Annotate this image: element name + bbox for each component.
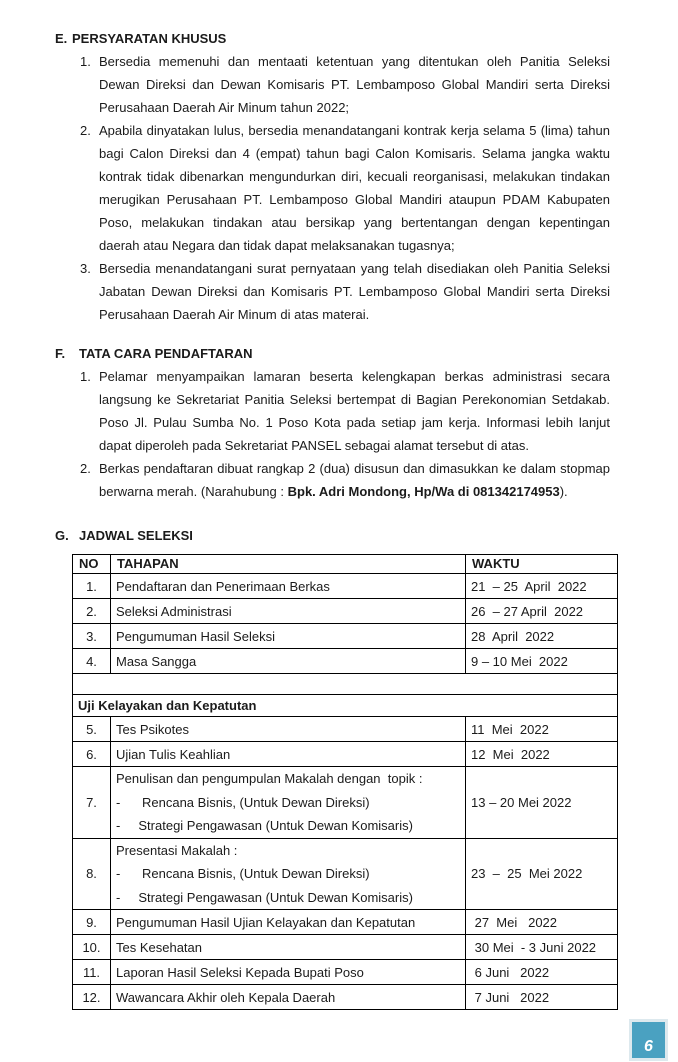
col-header-no: NO [73, 555, 111, 574]
item-number: 2. [80, 123, 91, 138]
item-text [99, 457, 610, 503]
section-title: PERSYARATAN KHUSUS [72, 31, 227, 46]
empty-cell [73, 674, 618, 695]
list-item [55, 457, 610, 503]
cell-tahapan [111, 767, 466, 839]
section-title: TATA CARA PENDAFTARAN [79, 346, 253, 361]
cell-waktu: 26 – 27 April 2022 [466, 599, 618, 624]
section-label: F. [55, 346, 66, 361]
section-heading-e [55, 27, 610, 50]
group-header-cell: Uji Kelayakan dan Kepatutan [73, 695, 618, 717]
page-content [55, 0, 610, 1010]
cell-tahapan: Ujian Tulis Keahlian [111, 742, 466, 767]
cell-line: Penulisan dan pengumpulan Makalah dengan topik : [116, 771, 423, 786]
cell-no: 6. [73, 742, 111, 767]
cell-waktu: 9 – 10 Mei 2022 [466, 649, 618, 674]
cell-tahapan [111, 838, 466, 910]
cell-no: 1. [73, 574, 111, 599]
cell-tahapan: Tes Psikotes [111, 717, 466, 742]
list-item [55, 365, 610, 457]
cell-no: 3. [73, 624, 111, 649]
item-number: 3. [80, 261, 91, 276]
schedule-table [72, 554, 618, 1010]
list-item [55, 119, 610, 257]
section-label: G. [55, 528, 69, 543]
cell-waktu: 30 Mei - 3 Juni 2022 [466, 935, 618, 960]
section-heading-g [55, 524, 610, 547]
table-row [73, 649, 618, 674]
contact-person-bold: Bpk. Adri Mondong, Hp/Wa di 081342174953 [287, 484, 560, 499]
table-header-row [73, 555, 618, 574]
item-text: Bersedia menandatangani surat pernyataan yang telah disediakan oleh Panitia Seleksi Jabatan Dewan Direksi dan Komisaris PT. Lembamposo Global Mandiri serta Direksi Perusahaan Daerah Air Minum di atas materai. [99, 261, 610, 322]
table-spacer-row [73, 674, 618, 695]
cell-waktu: 13 – 20 Mei 2022 [466, 767, 618, 839]
cell-waktu: 12 Mei 2022 [466, 742, 618, 767]
item-number: 1. [80, 369, 91, 384]
table-row [73, 985, 618, 1010]
table-row [73, 838, 618, 910]
section-label: E. [55, 31, 68, 46]
cell-waktu: 6 Juni 2022 [466, 960, 618, 985]
table-row [73, 574, 618, 599]
cell-waktu: 27 Mei 2022 [466, 910, 618, 935]
cell-no: 10. [73, 935, 111, 960]
cell-tahapan: Pengumuman Hasil Ujian Kelayakan dan Kepatutan [111, 910, 466, 935]
cell-waktu: 21 – 25 April 2022 [466, 574, 618, 599]
page-number: 6 [632, 1022, 665, 1058]
page-number-badge [629, 1019, 668, 1061]
table-row [73, 767, 618, 839]
item-text-after: ). [559, 484, 568, 499]
col-header-tahapan: TAHAPAN [111, 555, 466, 574]
cell-line: - Strategi Pengawasan (Untuk Dewan Komisaris) [116, 818, 413, 833]
cell-tahapan: Tes Kesehatan [111, 935, 466, 960]
cell-no: 9. [73, 910, 111, 935]
section-title: JADWAL SELEKSI [79, 528, 193, 543]
cell-waktu: 7 Juni 2022 [466, 985, 618, 1010]
table-row [73, 742, 618, 767]
col-header-waktu: WAKTU [466, 555, 618, 574]
cell-no: 8. [73, 838, 111, 910]
cell-waktu: 11 Mei 2022 [466, 717, 618, 742]
cell-no: 11. [73, 960, 111, 985]
table-row [73, 624, 618, 649]
cell-no: 2. [73, 599, 111, 624]
cell-waktu: 23 – 25 Mei 2022 [466, 838, 618, 910]
cell-line: - Rencana Bisnis, (Untuk Dewan Direksi) [116, 866, 370, 881]
cell-tahapan: Wawancara Akhir oleh Kepala Daerah [111, 985, 466, 1010]
list-item [55, 50, 610, 119]
cell-tahapan: Seleksi Administrasi [111, 599, 466, 624]
item-text: Bersedia memenuhi dan mentaati ketentuan yang ditentukan oleh Panitia Seleksi Dewan Direksi dan Dewan Komisaris PT. Lembamposo Global Mandiri serta Direksi Perusahaan Daerah Air Minum tahun 2022; [99, 54, 610, 115]
cell-line: - Strategi Pengawasan (Untuk Dewan Komisaris) [116, 889, 413, 905]
cell-no: 7. [73, 767, 111, 839]
table-row [73, 717, 618, 742]
cell-no: 12. [73, 985, 111, 1010]
section-heading-f [55, 342, 610, 365]
cell-tahapan: Masa Sangga [111, 649, 466, 674]
cell-tahapan: Pendaftaran dan Penerimaan Berkas [111, 574, 466, 599]
item-number: 2. [80, 461, 91, 476]
cell-tahapan: Pengumuman Hasil Seleksi [111, 624, 466, 649]
item-number: 1. [80, 54, 91, 69]
cell-line: - Rencana Bisnis, (Untuk Dewan Direksi) [116, 794, 370, 810]
list-item [55, 257, 610, 326]
cell-no: 5. [73, 717, 111, 742]
cell-no: 4. [73, 649, 111, 674]
cell-tahapan: Laporan Hasil Seleksi Kepada Bupati Poso [111, 960, 466, 985]
item-text-before: Berkas pendaftaran dibuat rangkap 2 (dua) disusun dan dimasukkan ke dalam stopmap berwarna merah. (Narahubung : [99, 461, 610, 499]
table-row [73, 910, 618, 935]
cell-line: Presentasi Makalah : [116, 842, 238, 858]
table-row [73, 960, 618, 985]
table-row [73, 935, 618, 960]
cell-waktu: 28 April 2022 [466, 624, 618, 649]
table-row [73, 599, 618, 624]
item-text: Apabila dinyatakan lulus, bersedia menandatangani kontrak kerja selama 5 (lima) tahun bagi Calon Direksi dan 4 (empat) tahun bagi Calon Komisaris. Selama jangka waktu kontrak tidak dibenarkan mengundurkan diri, kecuali reorganisasi, melakukan tindakan merugikan Perusahaan PT. Lembamposo Global Mandiri ataupun PDAM Kabupaten Poso, melakukan tindakan atau bersikap yang bertentangan dengan kepentingan daerah atau Negara dan tidak dapat melaksanakan tugasnya; [99, 123, 610, 253]
item-text: Pelamar menyampaikan lamaran beserta kelengkapan berkas administrasi secara langsung ke Sekretariat Panitia Seleksi bertempat di Bagian Perekonomian Setdakab. Poso Jl. Pulau Sumba No. 1 Poso Kota pada setiap jam kerja. Informasi lebih lanjut dapat diperoleh pada Sekretariat PANSEL sebagai alamat tersebut di atas. [99, 369, 610, 453]
table-group-row [73, 695, 618, 717]
